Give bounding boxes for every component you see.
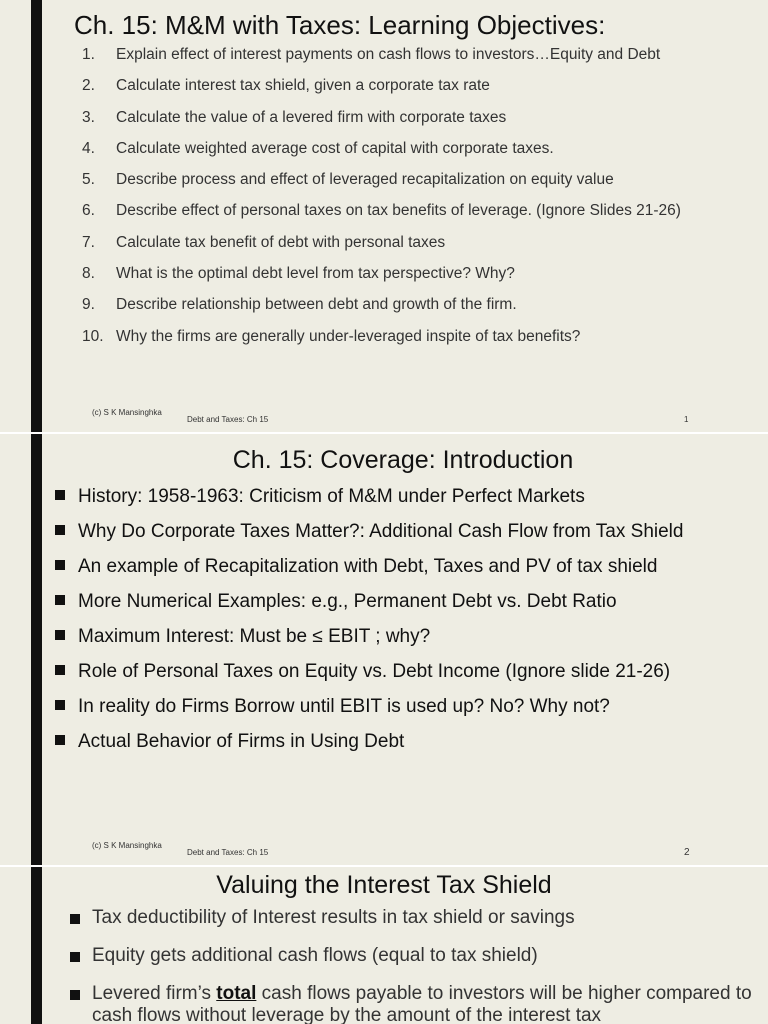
list-item: Actual Behavior of Firms in Using Debt [55, 730, 683, 765]
square-bullet-icon [55, 665, 65, 675]
square-bullet-icon [70, 990, 80, 1000]
emphasis-total: total [216, 983, 257, 1004]
footer-page-number: 1 [684, 415, 689, 424]
footer-author: (c) S K Mansinghka [92, 841, 162, 850]
learning-objectives-list [82, 44, 681, 357]
list-item: 2. Calculate interest tax shield, given a corporate tax rate [82, 77, 490, 95]
footer-course: Debt and Taxes: Ch 15 [187, 415, 269, 424]
list-item: In reality do Firms Borrow until EBIT is used up? No? Why not? [55, 695, 683, 730]
list-item: 10. Why the firms are generally under-leveraged inspite of tax benefits? [82, 327, 581, 345]
slide-2-title: Ch. 15: Coverage: Introduction [232, 446, 574, 474]
list-item: 4. Calculate weighted average cost of capital with corporate taxes. [82, 139, 554, 157]
square-bullet-icon [55, 735, 65, 745]
list-item: History: 1958-1963: Criticism of M&M under Perfect Markets [55, 485, 683, 520]
slide-accent-bar [31, 0, 42, 432]
list-item: Why Do Corporate Taxes Matter?: Additional Cash Flow from Tax Shield [55, 520, 683, 555]
list-item: 7. Calculate tax benefit of debt with personal taxes [82, 233, 446, 251]
list-item: 5. Describe process and effect of leveraged recapitalization on equity value [82, 171, 614, 189]
list-item: Maximum Interest: Must be ≤ EBIT ; why? [55, 625, 683, 660]
footer-author: (c) S K Mansinghka [92, 408, 162, 417]
square-bullet-icon [55, 700, 65, 710]
square-bullet-icon [55, 490, 65, 500]
list-item: Role of Personal Taxes on Equity vs. Debt Income (Ignore slide 21-26) [55, 660, 683, 695]
square-bullet-icon [55, 525, 65, 535]
tax-shield-list [70, 907, 760, 1024]
list-item: 9. Describe relationship between debt and growth of the firm. [82, 296, 517, 314]
slide-3 [0, 867, 768, 1024]
footer-page-number: 2 [684, 847, 690, 858]
list-item: Equity gets additional cash flows (equal to tax shield) [70, 945, 760, 967]
footer-course: Debt and Taxes: Ch 15 [187, 848, 269, 857]
list-item: More Numerical Examples: e.g., Permanent Debt vs. Debt Ratio [55, 590, 683, 625]
slide-accent-bar [31, 434, 42, 865]
list-item: 3. Calculate the value of a levered firm with corporate taxes [82, 108, 507, 126]
coverage-list [55, 485, 683, 765]
square-bullet-icon [70, 914, 80, 924]
list-item: 8. What is the optimal debt level from tax perspective? Why? [82, 265, 515, 283]
list-item: Tax deductibility of Interest results in tax shield or savings [70, 907, 760, 929]
list-item: An example of Recapitalization with Debt, Taxes and PV of tax shield [55, 555, 683, 590]
slide-1 [0, 0, 768, 432]
slide-3-title: Valuing the Interest Tax Shield [216, 871, 552, 899]
slide-2 [0, 434, 768, 865]
list-item: Levered firm’s total cash flows payable to investors will be higher compared to cash flows without leverage by the amount of the interest tax [70, 983, 760, 1024]
list-item: 6. Describe effect of personal taxes on tax benefits of leverage. (Ignore Slides 21-26) [82, 202, 681, 220]
slide-1-title: Ch. 15: M&M with Taxes: Learning Objectives: [74, 10, 606, 40]
square-bullet-icon [55, 630, 65, 640]
square-bullet-icon [70, 952, 80, 962]
square-bullet-icon [55, 595, 65, 605]
square-bullet-icon [55, 560, 65, 570]
list-item: 1. Explain effect of interest payments on cash flows to investors…Equity and Debt [82, 46, 661, 63]
